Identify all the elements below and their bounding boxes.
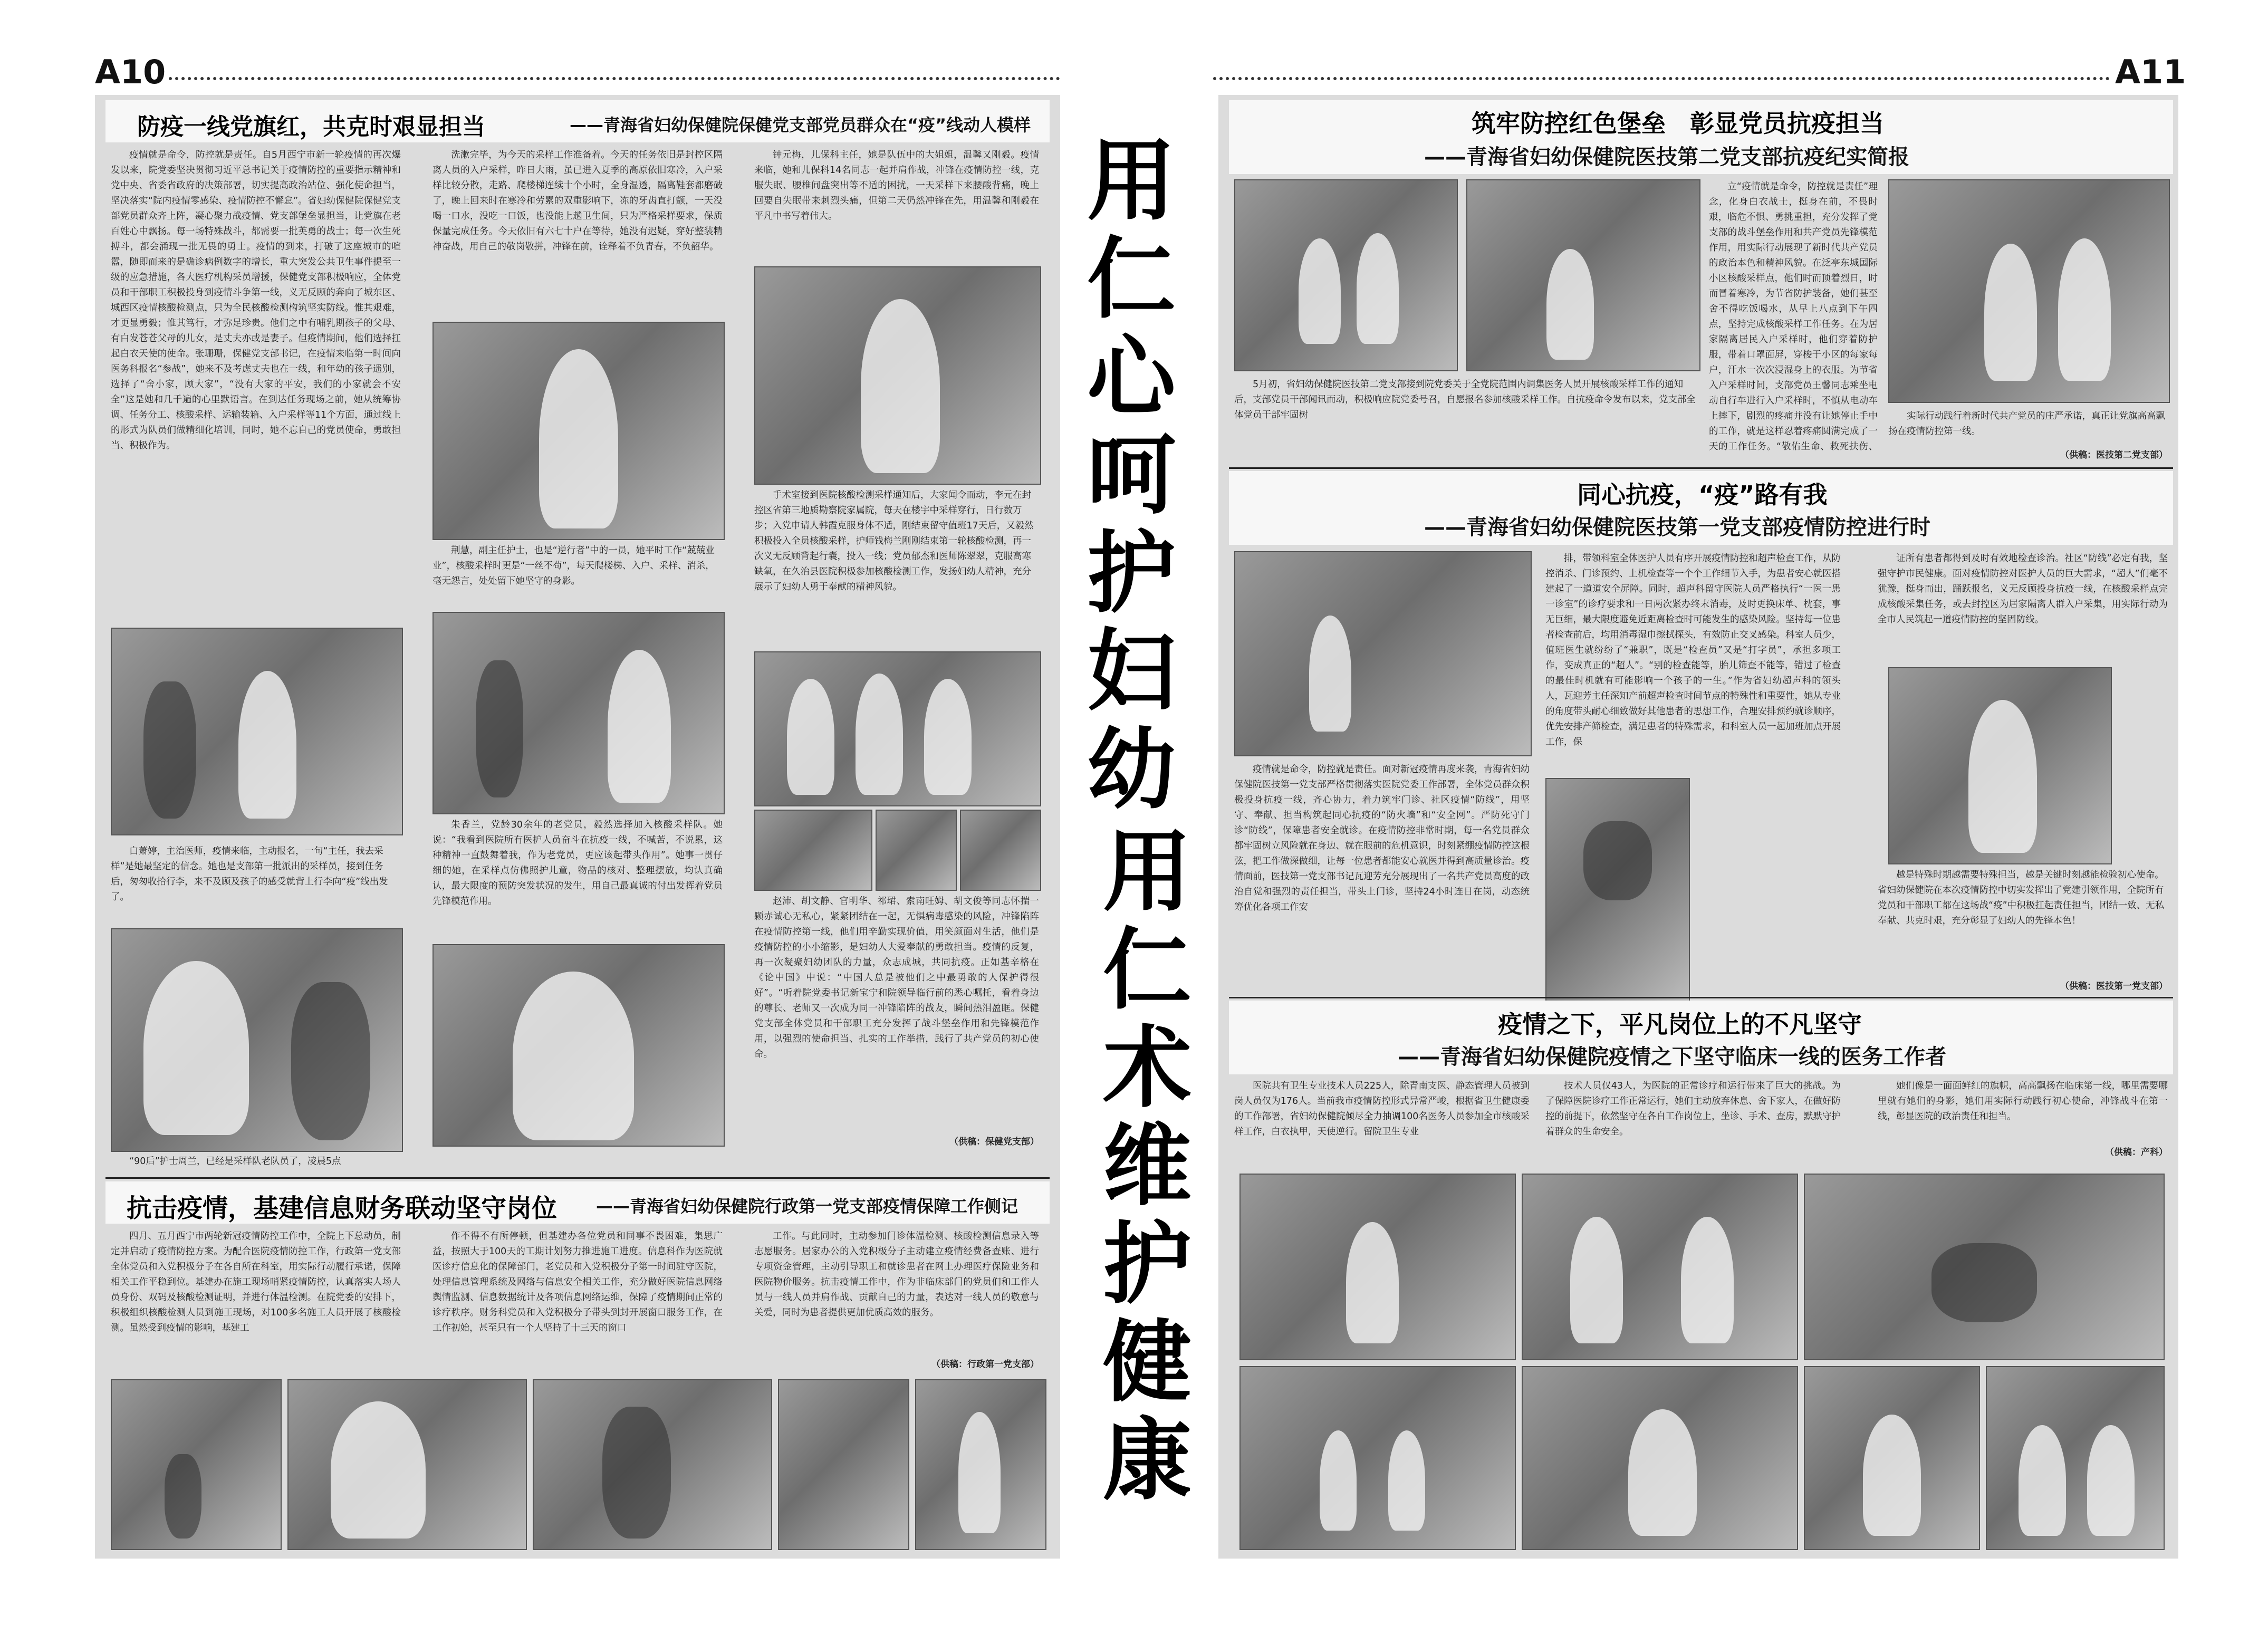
right-article3-col2-text: 技术人员仅43人，为医院的正常诊疗和运行带来了巨大的挑战。为了保障医院诊疗工作正常运行，她们主动放弃休息、舍下家人，在做好防控的前提下，依然坚守在各自工作岗位上，坐诊、手术、查房，默默守护着群众的生命安全。 bbox=[1545, 1081, 1841, 1137]
photo-outdoor-sampling-party-flag bbox=[1888, 179, 2170, 403]
right-article3-subtitle: ——青海省妇幼保健院疫情之下坚守临床一线的医务工作者 bbox=[1398, 1045, 1946, 1069]
left-article1-col3-caption: 手术室接到医院核酸检测采样通知后，大家闻令而动，李元在封控区省第三地质勘察院家属院，每天在楼宇中采样穿行，日行数万步；入党申请人韩霞克服身体不适，刚结束留守值班17天后，又毅然积极投入全员核酸采样，护师钱梅兰刚刚结束第一轮核酸检测，再一次义无反顾背起行囊，投入一线；党员郁杰和医师陈翠翠，克服高寒缺氧，在久治县医院积极参加核酸检测工作，发扬妇幼人精神，充分展示了妇幼人勇于奉献的精神风貌。 bbox=[754, 490, 1034, 592]
right-article1-caption-right: 实际行动践行着新时代共产党员的庄严承诺，真正让党旗高高飘扬在疫情防控第一线。 bbox=[1888, 411, 2165, 437]
right-article3-title: 疫情之下，平凡岗位上的不凡坚守 bbox=[1498, 1010, 1862, 1039]
photo-hospital-ward-bed bbox=[1239, 1174, 1516, 1360]
center-title-column-right: 用仁术维护健康 bbox=[1103, 820, 1191, 1512]
right-article1-title: 筑牢防控红色堡垒 彰显党员抗疫担当 bbox=[1472, 109, 1884, 138]
right-article2-top-rule bbox=[1229, 467, 2173, 469]
left-article1-title: 防疫一线党旗红，共克时艰显担当 bbox=[137, 113, 485, 140]
left-article2-title: 抗击疫情，基建信息财务联动坚守岗位 bbox=[127, 1194, 558, 1223]
photo-office-staff-masked bbox=[533, 1379, 772, 1550]
photo-ultrasound-examination bbox=[1545, 778, 1690, 1002]
right-article1-caption-left: 5月初，省妇幼保健院医技第二党支部接到院党委关于全党院范围内调集医务人员开展核酸采样工作的通知后，支部党员干部闻讯而动，积极响应院党委号召，自愿报名参加核酸采样工作。自抗疫命令发布以来，党支部全体党员干部牢固树 bbox=[1234, 379, 1696, 420]
photo-sampling-collage-1 bbox=[754, 810, 872, 891]
left-article1-col2-text2: 朱香兰，党龄30余年的老党员，毅然选择加入核酸采样队。她说：“我看到医院所有医护人员奋斗在抗疫一线，不喊苦，不说累，这种精神一直鼓舞着我，作为老党员，更应该起带头作用”。她事一贯仔细的她，在采样点仿佛照护儿童，物品的核对、整理摆放，均认真确认，最大限度的预防突发状况的发生，用自己最真诚的付出发挥着党员先锋模范作用。 bbox=[433, 820, 723, 907]
left-article1-col3-text2: 赵沛、胡文静、官明华、祁珺、索南旺姆、胡文俊等同志怀揣一颗赤诚心无私心，紧紧团结在一起，无惧病毒感染的风险，冲锋陷阵在疫情防控第一线，他们用辛勤实现价值，用笑颜面对生活，他们是疫情防控的小小缩影，是妇幼人大爱奉献的勇敢担当。疫情的反复，再一次凝聚妇幼团队的力量，众志成城，共同抗疫。正如基辛格在《论中国》中说：“中国人总是被他们之中最勇敢的人保护得很好”。“听着院党委书记新宝宁和院领导临行前的悉心嘱托，看着身边的尊长、老师又一次成为同一冲锋陷阵的战友，瞬间热泪盈眶。保健党支部全体党员和干部职工充分发挥了战斗堡垒作用和先锋模范作用，以强烈的使命担当、扎实的工作举措，践行了共产党员的初心使命。 bbox=[754, 896, 1039, 1060]
left-article1-col2-bottom-caption: “90后”护士周兰，已经是采样队老队员了，凌晨5点 bbox=[129, 1156, 341, 1167]
photo-party-flag-tent bbox=[1466, 179, 1700, 371]
right-article2-col1-text: 疫情就是命令，防控就是责任。面对新冠疫情再度来袭，青海省妇幼保健院医技第一党支部严格贯彻落实医院党委工作部署，全体党员群众积极投身抗疫一线，齐心协力，着力筑牢门诊、社区疫情“防线”，用坚守、奉献、担当构筑起同心抗疫的“防火墙”和“安全网”。严防死守门诊“防线”，保障患者安全就诊。在疫情防控非常时期，每一名党员群众都牢固树立风险就在身边、就在眼前的危机意识，时刻紧绷疫情防控这根弦，把工作做深做细，让每一位患者都能安心就医并得到高质量诊治。疫情面前，医技第一党支部书记瓦迎芳充分展现出了一名共产党员高度的政治自觉和强烈的责任担当，带头上门诊，坚持24小时连日在岗，动态统筹优化各项工作安 bbox=[1234, 764, 1530, 912]
right-article2-credit: （供稿：医技第一党支部） bbox=[2060, 981, 2168, 992]
photo-medical-staff-meeting bbox=[1986, 1366, 2165, 1550]
photo-staff-carrying-supplies bbox=[1234, 179, 1458, 371]
right-article3-top-rule bbox=[1229, 997, 2173, 998]
photo-construction-site-gate bbox=[111, 1379, 282, 1550]
photo-worker-gesturing-outdoors bbox=[754, 266, 1041, 485]
left-article1-col1-caption: 白萧婷，主治医师，疫情来临，主动报名，一句“主任，我去采样”是她最坚定的信念。她也是支部第一批派出的采样员，接到任务后，匆匆收拾行李，来不及顾及孩子的感受就背上行李向“疫”线出发了。 bbox=[111, 846, 388, 902]
right-article2-subtitle: ——青海省妇幼保健院医技第一党支部疫情防控进行时 bbox=[1424, 515, 1930, 540]
photo-medical-worker-face-shield bbox=[433, 944, 725, 1147]
photo-hospital-corridor-staff bbox=[915, 1379, 1046, 1550]
photo-doctor-consultation bbox=[1522, 1366, 1798, 1550]
left-article2-col3-text: 工作。与此同时，主动参加门诊体温检测、核酸检测信息录入等志愿服务。居家办公的入党积极分子主动建立疫情经费备查账、进行专项资金管理，主动引导职工和就诊患者在网上办理医疗保险业务和医院物价服务。抗击疫情工作中，作为非临床部门的党员们和工作人员与一线人员并肩作战、贡献自己的力量，表达对一线人员的敬意与关爱，同时为患者提供更加优质高效的服务。 bbox=[754, 1231, 1039, 1318]
photo-sampling-collage-3 bbox=[960, 810, 1041, 891]
photo-computer-workstation bbox=[778, 1379, 909, 1550]
page-number-right: A11 bbox=[2115, 53, 2186, 91]
left-article2-credit: （供稿：行政第一党支部） bbox=[931, 1359, 1039, 1370]
photo-worker-swab-test bbox=[287, 1379, 527, 1550]
left-article2-top-rule bbox=[105, 1177, 1050, 1179]
photo-operating-room-team bbox=[1522, 1174, 1798, 1360]
right-article3-credit: （供稿：产科） bbox=[2105, 1147, 2168, 1158]
photo-ward-corridor-nurses bbox=[1239, 1366, 1516, 1550]
photo-sampling-collage-2 bbox=[876, 810, 957, 891]
photo-protective-suit-worker bbox=[433, 322, 725, 540]
right-article2-title: 同心抗疫，“疫”路有我 bbox=[1577, 480, 1828, 509]
right-article2-col3-caption: 越是特殊时期越需要特殊担当，越是关键时刻越能检验初心使命。省妇幼保健院在本次疫情防控中切实发挥出了党建引领作用，全院所有党员和干部职工都在这场战“疫”中积极扛起责任担当，团结一致、无私奉献、共克时艰，充分彰显了妇幼人的先锋本色！ bbox=[1878, 870, 2165, 926]
photo-throat-swab-sampling bbox=[111, 928, 403, 1152]
right-article1-subtitle: ——青海省妇幼保健院医技第二党支部抗疫纪实简报 bbox=[1424, 145, 1909, 169]
photo-nurse-station bbox=[1804, 1366, 1980, 1550]
left-article2-subtitle: ——青海省妇幼保健院行政第一党支部疫情保障工作侧记 bbox=[596, 1196, 1018, 1216]
page-number-left: A10 bbox=[95, 53, 166, 91]
right-article2-col3-text: 证所有患者都得到及时有效地检查诊治。社区“防线”必定有我，坚强守护市民健康。面对疫情防控对医护人员的巨大需求，“超人”们毫不犹豫，挺身而出，踊跃报名，义无反顾投身抗疫一线，在核酸采样点完成核酸采集任务，或去封控区为居家隔离人群入户采集，用实际行动为全市人民筑起一道疫情防控的坚固防线。 bbox=[1878, 553, 2168, 625]
right-article3-col1-text: 医院共有卫生专业技术人员225人，除青南支医、静态管理人员被到岗人员仅为176人。当前我市疫情防控形式异常严峻，根据省卫生健康委的工作部署，省妇幼保健院倾尽全力抽调100名医务人员参加全市核酸采样工作，白衣执甲，天使逆行。留院卫生专业 bbox=[1234, 1081, 1530, 1137]
left-article2-col1-text: 四月、五月西宁市两轮新冠疫情防控工作中，全院上下总动员，制定并启动了疫情防控方案。为配合医院疫情防控工作，行政第一党支部全体党员和入党积极分子在各自所在科室，用实际行动履行承诺，保障相关工作平稳到位。基建办在施工现场哨紧疫情防控，认真落实人场人员身份、双码及核酸检测证明，并进行体温检测。在院党委的安排下，积极组织核酸检测人员到施工现场，对100多名施工人员开展了核酸检测。虽然受到疫情的影响，基建工 bbox=[111, 1231, 401, 1333]
top-rule-left bbox=[169, 77, 1060, 80]
right-article2-col2-text: 排，带领科室全体医护人员有序开展疫情防控和超声检查工作，从防控消杀、门诊预约、上机检查等一个个工作细节入手，为患者安心就医搭建起了一道道安全屏障。同时，超声科留守医院人员严格执行“一医一患一诊室”的诊疗要求和一日两次紧办终末消毒，及时更换床单、枕套，事无巨细，最大限度避免近距离检查时可能发生的感染风险。坚持每一位患者检查前后，均用消毒湿巾擦拭探头，有效防止交叉感染。科室人员少，值班医生就纷纷了“兼职”，既是“检查员”又是“打字员”，承担多项工作，变成真正的“超人”。“别的检查能等，胎儿筛查不能等，错过了检查的最佳时机就有可能影响一个孩子的一生。”作为省妇幼超声科的领头人，瓦迎芳主任深知产前超声检查时间节点的特殊性和重要性，她从专业的角度带头耐心细致做好其他患者的思想工作，合理安排预约就诊顺序，优先安排产筛检查，满足患者的特殊需求，和科室人员一起加班加点开展工作，保 bbox=[1545, 553, 1841, 747]
left-article1-col3-text: 钟元梅，儿保科主任，她是队伍中的大姐姐，温馨又刚毅。疫情来临，她和儿保科14名同志一起并肩作战，冲锋在疫情防控一线，克服失眠、腰椎间盘突出等不适的困扰，一天采样下来腰酸背痛，晚上回要自失眠带来刺烈头痛，但第二天仍然冲锋在先，用温馨和刚毅在平凡中书写着伟大。 bbox=[754, 150, 1039, 222]
photo-community-sampling-doorway bbox=[1888, 667, 2112, 864]
left-article1-subtitle: ——青海省妇幼保健院保健党支部党员群众在“疫”线动人模样 bbox=[570, 115, 1031, 135]
photo-delivery-room bbox=[1804, 1174, 2165, 1360]
top-rule-right bbox=[1213, 77, 2110, 80]
photo-nucleic-acid-testing-tent bbox=[111, 628, 403, 835]
center-title-column-left: 用仁心呵护妇幼 bbox=[1087, 129, 1176, 821]
photo-outdoor-sampling-station bbox=[433, 612, 725, 814]
right-article3-col3-text: 她们像是一面面鲜红的旗帜，高高飘扬在临床第一线，哪里需要哪里就有她们的身影，她们用实际行动践行初心使命，冲锋战斗在第一线，彰显医院的政治责任和担当。 bbox=[1878, 1081, 2168, 1122]
right-article1-mid-text: 立“疫情就是命令，防控就是责任”理念，化身白衣战士，挺身在前，不畏时艰，临危不惧、勇挑重担，充分发挥了党支部的战斗堡垒作用和共产党员先锋模范作用，用实际行动展现了新时代共产党员的政治本色和精神风貌。在泛亭东城国际小区核酸采样点，他们时而顶着烈日，时而冒着寒冷，为节省防护装备，她们甚至舍不得吃饭喝水，从早上八点到下午四点，坚持完成核酸采样工作任务。在为居家隔离居民入户采样时，他们穿着防护服，带着口罩面屏，穿梭于小区的每家每户，汗水一次次浸湿身上的衣服。为节省入户采样时间，支部党员王馨同志乘坐电动自行车进行入户采样时，不慎从电动车上摔下，剧烈的疼痛并没有让她停止手中的工作，就是这样忍着疼痛圆满完成了一天的工作任务。“敬佑生命、救死扶伤、 bbox=[1709, 181, 1878, 452]
left-article1-col2-text: 洗漱完毕，为今天的采样工作准备着。今天的任务依旧是封控区隔离人员的入户采样，昨日大雨，虽已进入夏季的高原依旧寒冷，入户采样比较分散，走路、爬楼梯连续十个小时，全身湿透，隔离鞋套都磨破了，晚上回来时在寒冷和劳累的双重影响下，冻的牙齿直打颤，一天没喝一口水，没吃一口饭，也没能上趟卫生间，只为严格采样要求，保质保量完成任务。今天依旧有六七十户在等待，她没有迟疑，穿好整装精神奋战，用自己的敬岗敬拼，冲锋在前，诠释着不负青春，不负韶华。 bbox=[433, 150, 723, 252]
right-article1-credit: （供稿：医技第二党支部） bbox=[2060, 450, 2168, 460]
left-article1-col2-caption1: 荆慧，副主任护士，也是“逆行者”中的一员，她平时工作“兢兢业业”，核酸采样时更是“一丝不苟”，每天爬楼梯、入户、采样、消杀，毫无怨言，处处留下她坚守的身影。 bbox=[433, 545, 715, 587]
left-article1-col1-text: 疫情就是命令，防控就是责任。自5月西宁市新一轮疫情的再次爆发以来，院党委坚决贯彻习近平总书记关于疫情防控的重要指示精神和党中央、省委省政府的决策部署，切实提高政治站位、强化使命担当，坚决落实“院内疫情零感染、疫情防控不懈怠”。省妇幼保健院保健党支部党员群众齐上阵，凝心聚力战疫情、党支部堡垒显担当，让党旗在老百姓心中飘扬。每一场特殊战斗，都需要一批英勇的战士；每一次生死搏斗，都会涌现一批无畏的勇士。疫情的到来，打破了这座城市的喧嚣，随即而来的是确诊病例数字的增长，重大突发公共卫生事件提至一级的应急措施，各大医疗机构采员增援，保健党支部积极响应，全体党员和干部职工积极投身到疫情斗争第一线，义无反顾的奔向了城东区、城西区疫情核酸检测点，只为全民核酸检测构筑坚实防线。惟其艰难，才更显勇毅；惟其笃行，才弥足珍贵。他们之中有哺乳期孩子的父母、有白发苍苍父母的儿女，是丈夫亦或是妻子。但疫情期间，他们选择扛起白衣天使的使命。张珊珊，保健党支部书记，在疫情来临第一时间向医务科报名“参战”，她来不及考虑丈夫也在一线，和年幼的孩子遥别，选择了“舍小家，顾大家”，“没有大家的平安，我们的小家就会不安全”这是她和几千遍的心里默语言。在到达任务现场之前，她从统筹协调、任务分工、核酸采样、运输装箱、入户采样等11个方面，通过线上的形式为队员们做精细化培训，同时，她不忘自己的党员使命，勇敢担当、积极作为。 bbox=[111, 150, 401, 451]
photo-hospital-clinic-entrance bbox=[1234, 551, 1532, 756]
left-article1-credit: （供稿：保健党支部） bbox=[949, 1137, 1039, 1147]
photo-team-in-protective-suits bbox=[754, 651, 1041, 806]
left-article2-col2-text: 作不得不有所停顿，但基建办各位党员和同事不畏困难，集思广益，按照大于100天的工期计划努力推进施工进度。信息科作为医院就医诊疗信息化的保障部门，老党员和入党积极分子第一时间驻守医院，处理信息管理系统及网络与信息安全相关工作，充分做好医院信息网络舆情监测、信息数据统计及各项信息网络运维，保障了疫情期间正常的诊疗秩序。财务科党员和入党积极分子带头到封开展窗口服务工作，在工作初始，甚至只有一个人坚持了十三天的窗口 bbox=[433, 1231, 723, 1333]
